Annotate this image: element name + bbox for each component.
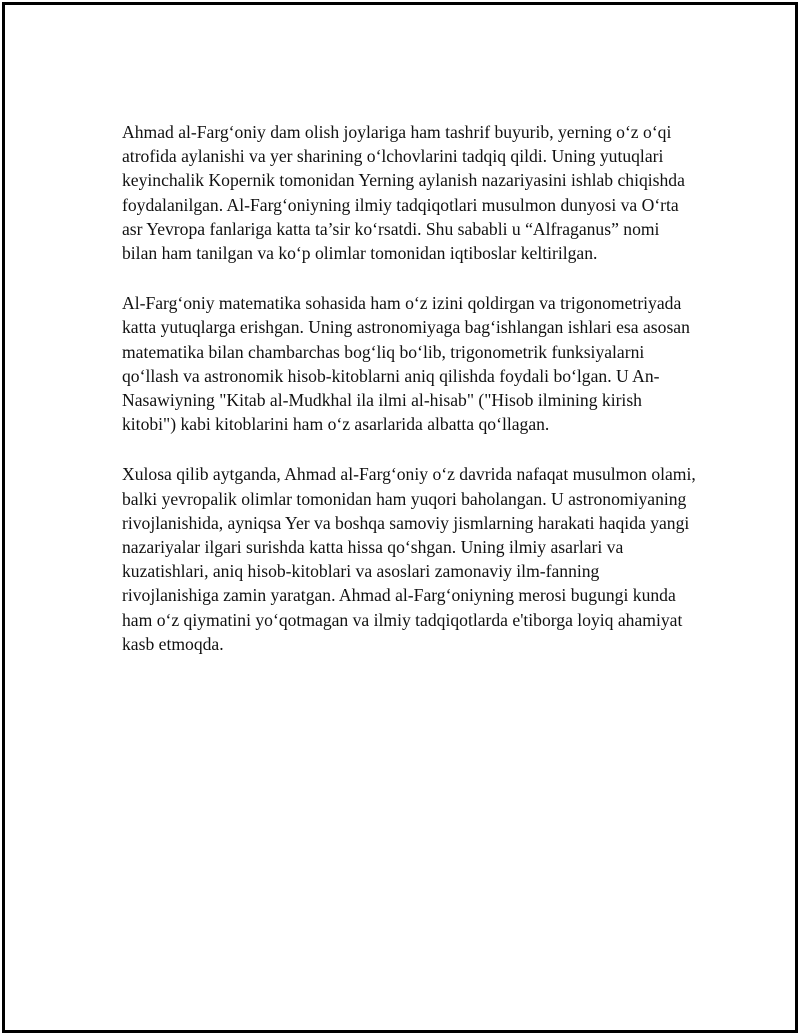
paragraph-3: Xulosa qilib aytganda, Ahmad al-Farg‘oniy o‘z davrida nafaqat musulmon olami, balki yevropalik olimlar tomonidan ham yuqori baholangan. U astronomiyaning rivojlanishida, ayniqsa Yer va boshqa samoviy jismlarning harakati haqida yangi nazariyalar ilgari surishda katta hissa qo‘shgan. Uning ilmiy asarlari va kuzatishlari, aniq hisob-kitoblari va asoslari zamonaviy ilm-fanning rivojlanishiga zamin yaratgan. Ahmad al-Farg‘oniyning merosi bugungi kunda ham o‘z qiymatini yo‘qotmagan va ilmiy tadqiqotlarda e'tiborga loyiq ahamiyat kasb etmoqda. xyxy=(122,464,696,654)
paragraph-2: Al-Farg‘oniy matematika sohasida ham o‘z izini qoldirgan va trigonometriyada katta yutuqlarga erishgan. Uning astronomiyaga bag‘ishlangan ishlari esa asosan matematika bilan chambarchas bog‘liq bo‘lib, trigonometrik funksiyalarni qo‘llash va astronomik hisob-kitoblarni aniq qilishda foydali bo‘lgan. U An-Nasawiyning "Kitab al-Mudkhal ila ilmi al-hisab" ("Hisob ilmining kirish kitobi") kabi kitoblarini ham o‘z asarlarida albatta qo‘llagan. xyxy=(122,293,690,435)
document-body xyxy=(122,120,697,682)
page-border xyxy=(2,2,798,1033)
paragraph-1: Ahmad al-Farg‘oniy dam olish joylariga ham tashrif buyurib, yerning o‘z o‘qi atrofida aylanishi va yer sharining o‘lchovlarini tadqiq qildi. Uning yutuqlari keyinchalik Kopernik tomonidan Yerning aylanish nazariyasini ishlab chiqishda foydalanilgan. Al-Farg‘oniyning ilmiy tadqiqotlari musulmon dunyosi va O‘rta asr Yevropa fanlariga katta ta’sir ko‘rsatdi. Shu sababli u “Alfraganus” nomi bilan ham tanilgan va ko‘p olimlar tomonidan iqtiboslar keltirilgan. xyxy=(122,122,685,264)
